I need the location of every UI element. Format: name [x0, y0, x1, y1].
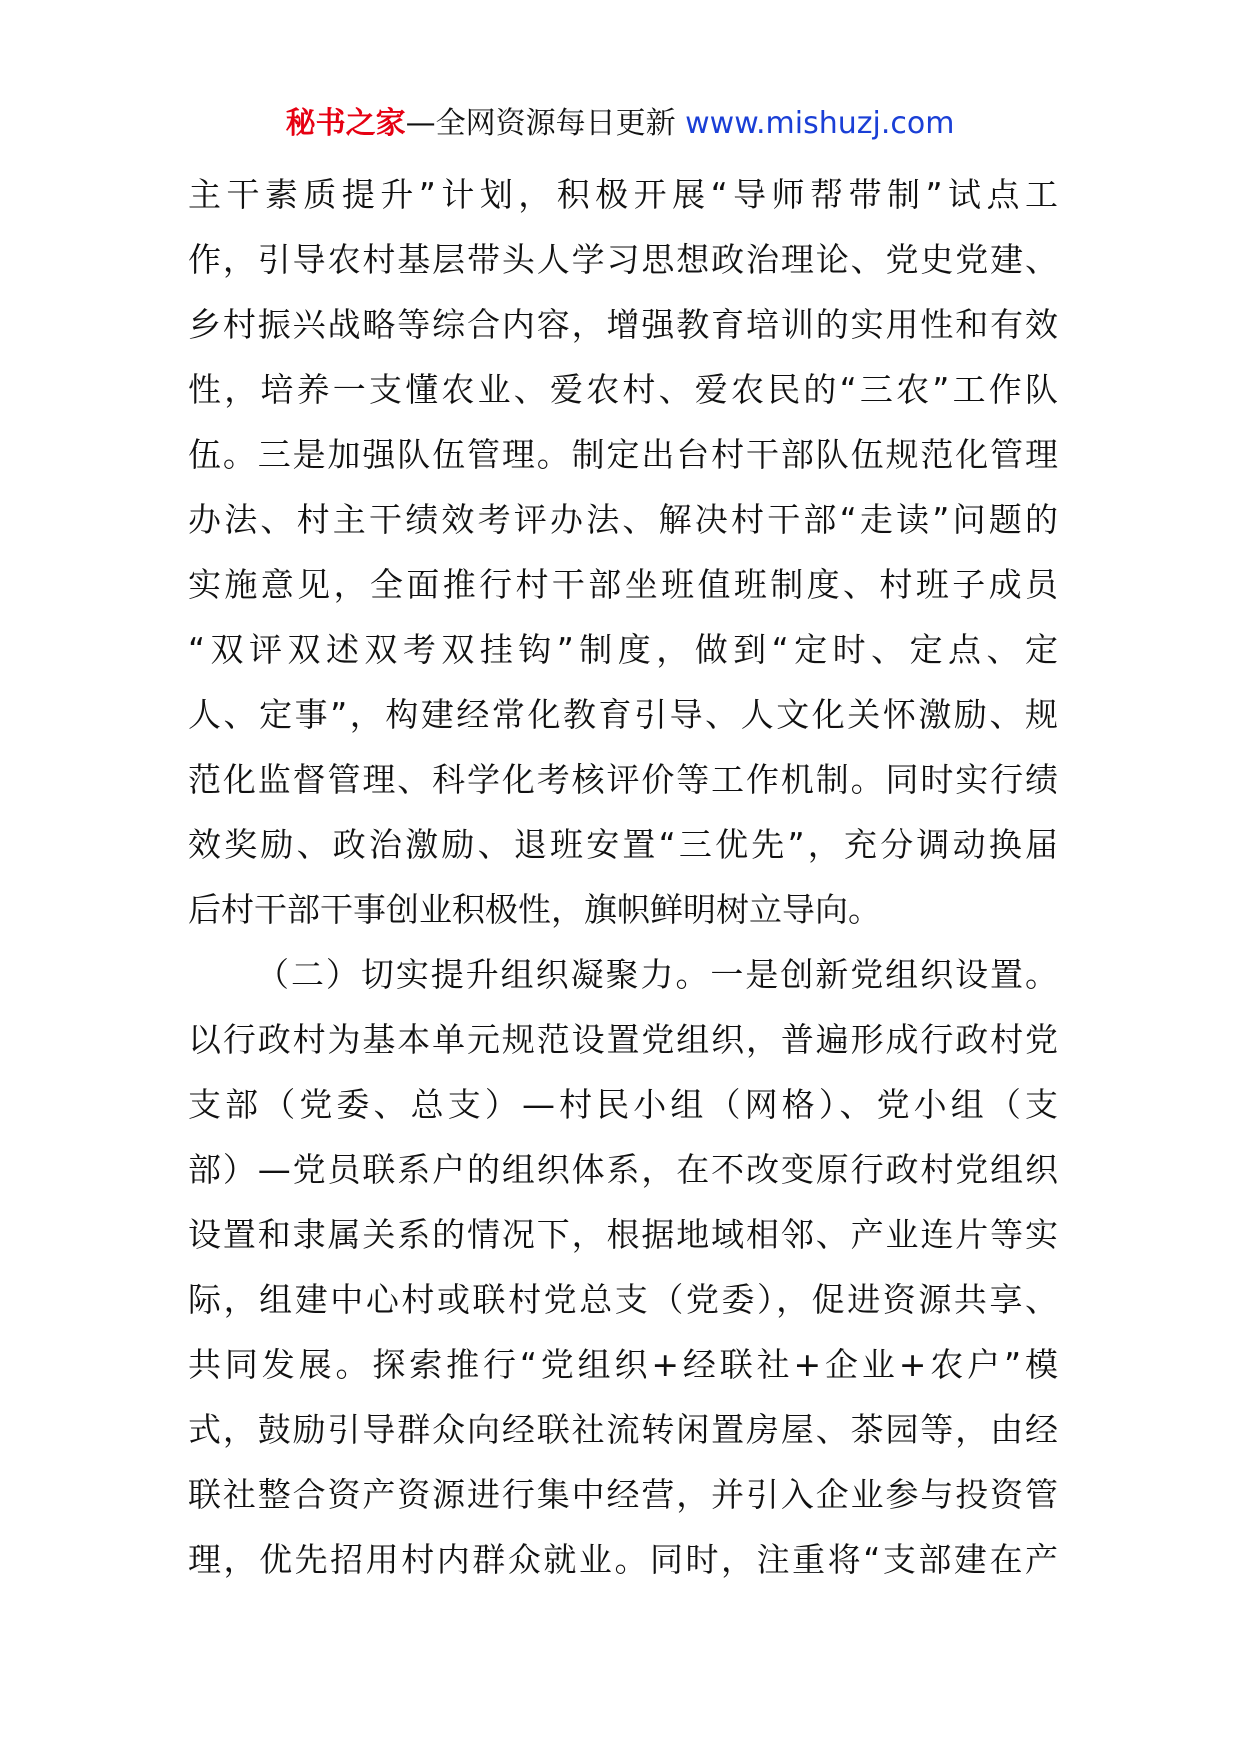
- text-line: 性，培养一支懂农业、爱农村、爱农民的“三农”工作队: [188, 370, 1058, 409]
- text-line: 主干素质提升”计划，积极开展“导师帮带制”试点工: [188, 175, 1058, 214]
- site-tagline: —全网资源每日更新: [405, 106, 676, 141]
- text-line: 人、定事”，构建经常化教育引导、人文化关怀激励、规: [188, 695, 1058, 734]
- text-line: 以行政村为基本单元规范设置党组织，普遍形成行政村党: [188, 1020, 1058, 1059]
- text-line: 伍。三是加强队伍管理。制定出台村干部队伍规范化管理: [188, 435, 1058, 474]
- text-line: 设置和隶属关系的情况下，根据地域相邻、产业连片等实: [188, 1215, 1058, 1254]
- document-body: [188, 162, 1058, 1592]
- site-header: [0, 104, 1240, 144]
- text-line: “双评双述双考双挂钩”制度，做到“定时、定点、定: [188, 630, 1058, 669]
- text-line: 作，引导农村基层带头人学习思想政治理论、党史党建、: [188, 240, 1058, 279]
- text-line: 式，鼓励引导群众向经联社流转闲置房屋、茶园等，由经: [188, 1410, 1058, 1449]
- site-brand: 秘书之家: [285, 106, 406, 141]
- text-line: 乡村振兴战略等综合内容，增强教育培训的实用性和有效: [188, 305, 1058, 344]
- text-line: 际，组建中心村或联村党总支（党委），促进资源共享、: [188, 1280, 1058, 1319]
- text-line: 范化监督管理、科学化考核评价等工作机制。同时实行绩: [188, 760, 1058, 799]
- text-line: 联社整合资产资源进行集中经营，并引入企业参与投资管: [188, 1475, 1058, 1514]
- text-line: 效奖励、政治激励、退班安置“三优先”，充分调动换届: [188, 825, 1058, 864]
- section-heading-line: （二）切实提升组织凝聚力。一是创新党组织设置。: [256, 955, 1058, 994]
- text-line: 办法、村主干绩效考评办法、解决村干部“走读”问题的: [188, 500, 1058, 539]
- text-line: 共同发展。探索推行“党组织+经联社+企业+农户”模: [188, 1345, 1058, 1384]
- site-url-link[interactable]: www.mishuzj.com: [685, 106, 955, 141]
- text-line: 实施意见，全面推行村干部坐班值班制度、村班子成员: [188, 565, 1058, 604]
- text-line: 理，优先招用村内群众就业。同时，注重将“支部建在产: [188, 1540, 1058, 1579]
- paragraph-end-line: 后村干部干事创业积极性，旗帜鲜明树立导向。: [188, 890, 881, 929]
- text-line: 部）—党员联系户的组织体系，在不改变原行政村党组织: [188, 1150, 1058, 1189]
- text-line: 支部（党委、总支）—村民小组（网格）、党小组（支: [188, 1085, 1058, 1124]
